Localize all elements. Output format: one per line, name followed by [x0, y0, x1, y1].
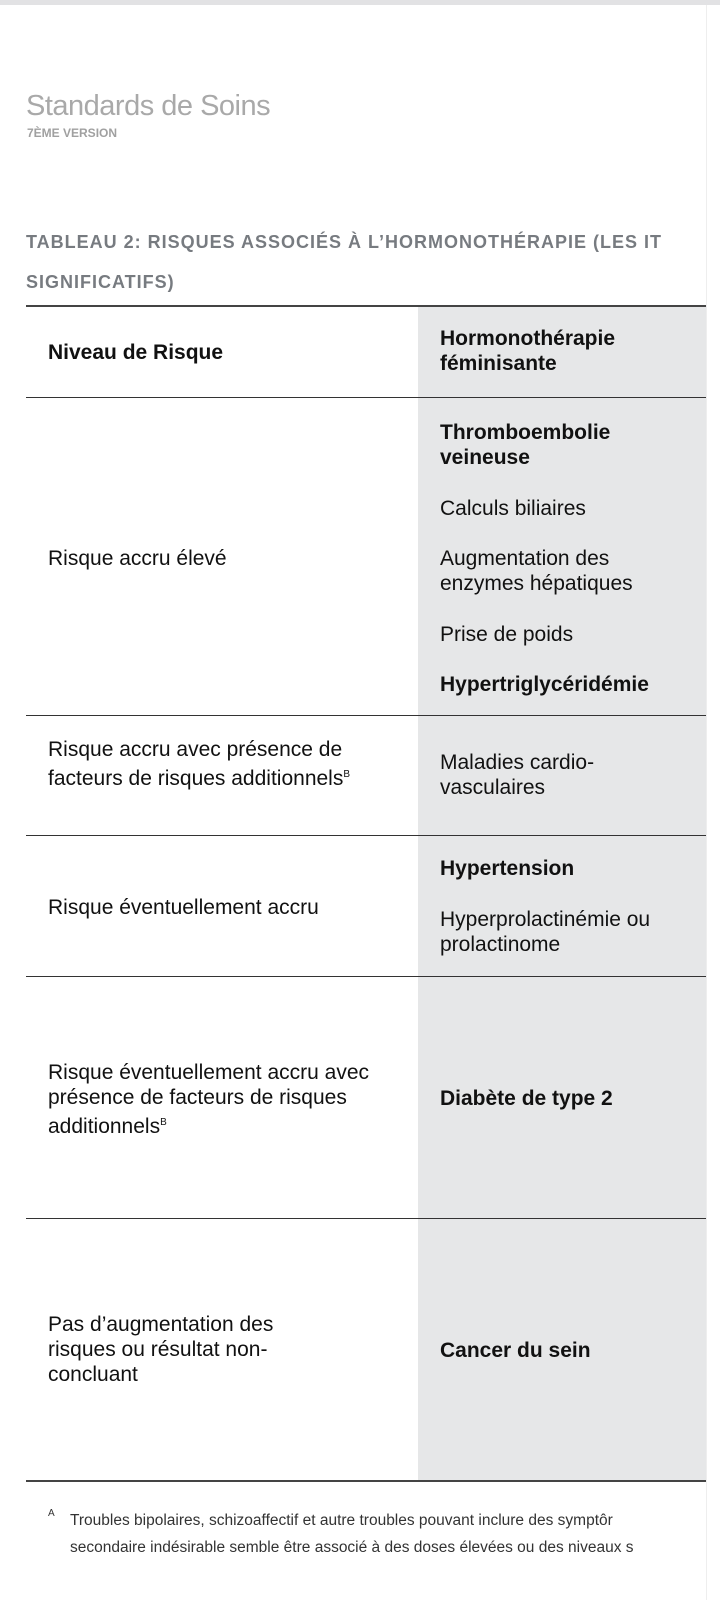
risk-item: Diabète de type 2	[440, 1087, 613, 1110]
footnote-line: Troubles bipolaires, schizoaffectif et autre troubles pouvant inclure des symptôr	[70, 1512, 613, 1529]
top-bar	[0, 0, 720, 5]
feminizing-column-bg	[418, 306, 706, 1481]
risk-level-cell: Pas d’augmentation des risques ou résultat non-concluant	[48, 1313, 274, 1386]
brand-title: Standards de Soins	[26, 90, 271, 122]
risk-item: Thromboembolie veineuse	[440, 421, 611, 469]
risk-level-text: Risque éventuellement accru avec présence de facteurs de risques additionnels	[48, 1061, 370, 1138]
divider	[26, 715, 706, 716]
risk-level-cell	[48, 1060, 378, 1139]
risk-item: Augmentation des enzymes hépatiques	[440, 547, 633, 595]
footnote-ref: B	[343, 769, 351, 780]
risk-item: Hypertriglycéridémie	[440, 673, 649, 696]
page-edge	[706, 5, 720, 1600]
divider	[26, 1218, 706, 1219]
risk-level-cell: Risque accru élevé	[48, 547, 227, 570]
table-title	[26, 222, 720, 302]
table-title-line1: TABLEAU 2: RISQUES ASSOCIÉS À L’HORMONOTHÉRAPIE (LES IT	[26, 232, 663, 252]
version-label: 7ÈME VERSION	[27, 126, 118, 140]
table-title-line2: SIGNIFICATIFS)	[26, 272, 175, 292]
risk-item: Calculs biliaires	[440, 497, 586, 520]
column-header-risk-level: Niveau de Risque	[48, 341, 224, 364]
footnote-mark: A	[48, 1508, 55, 1519]
risk-level-text: Risque accru avec présence de facteurs de risques additionnels	[48, 738, 344, 790]
footnote-line: secondaire indésirable semble être associé à des doses élevées ou des niveaux s	[70, 1539, 634, 1556]
risk-level-cell	[48, 737, 378, 791]
risk-item: Hyperprolactinémie ou prolactinome	[440, 908, 651, 956]
risk-item: Cancer du sein	[440, 1339, 591, 1362]
risk-item: Maladies cardio-vasculaires	[440, 751, 595, 799]
risk-item: Hypertension	[440, 857, 575, 880]
divider	[26, 976, 706, 977]
divider	[26, 1480, 706, 1482]
divider	[26, 305, 706, 307]
risk-level-cell: Risque éventuellement accru	[48, 896, 319, 919]
footnote-ref: B	[160, 1117, 167, 1128]
divider	[26, 835, 706, 836]
column-header-feminizing: Hormonothérapie féminisante	[440, 327, 616, 375]
risk-item: Prise de poids	[440, 623, 574, 646]
divider	[26, 397, 706, 398]
